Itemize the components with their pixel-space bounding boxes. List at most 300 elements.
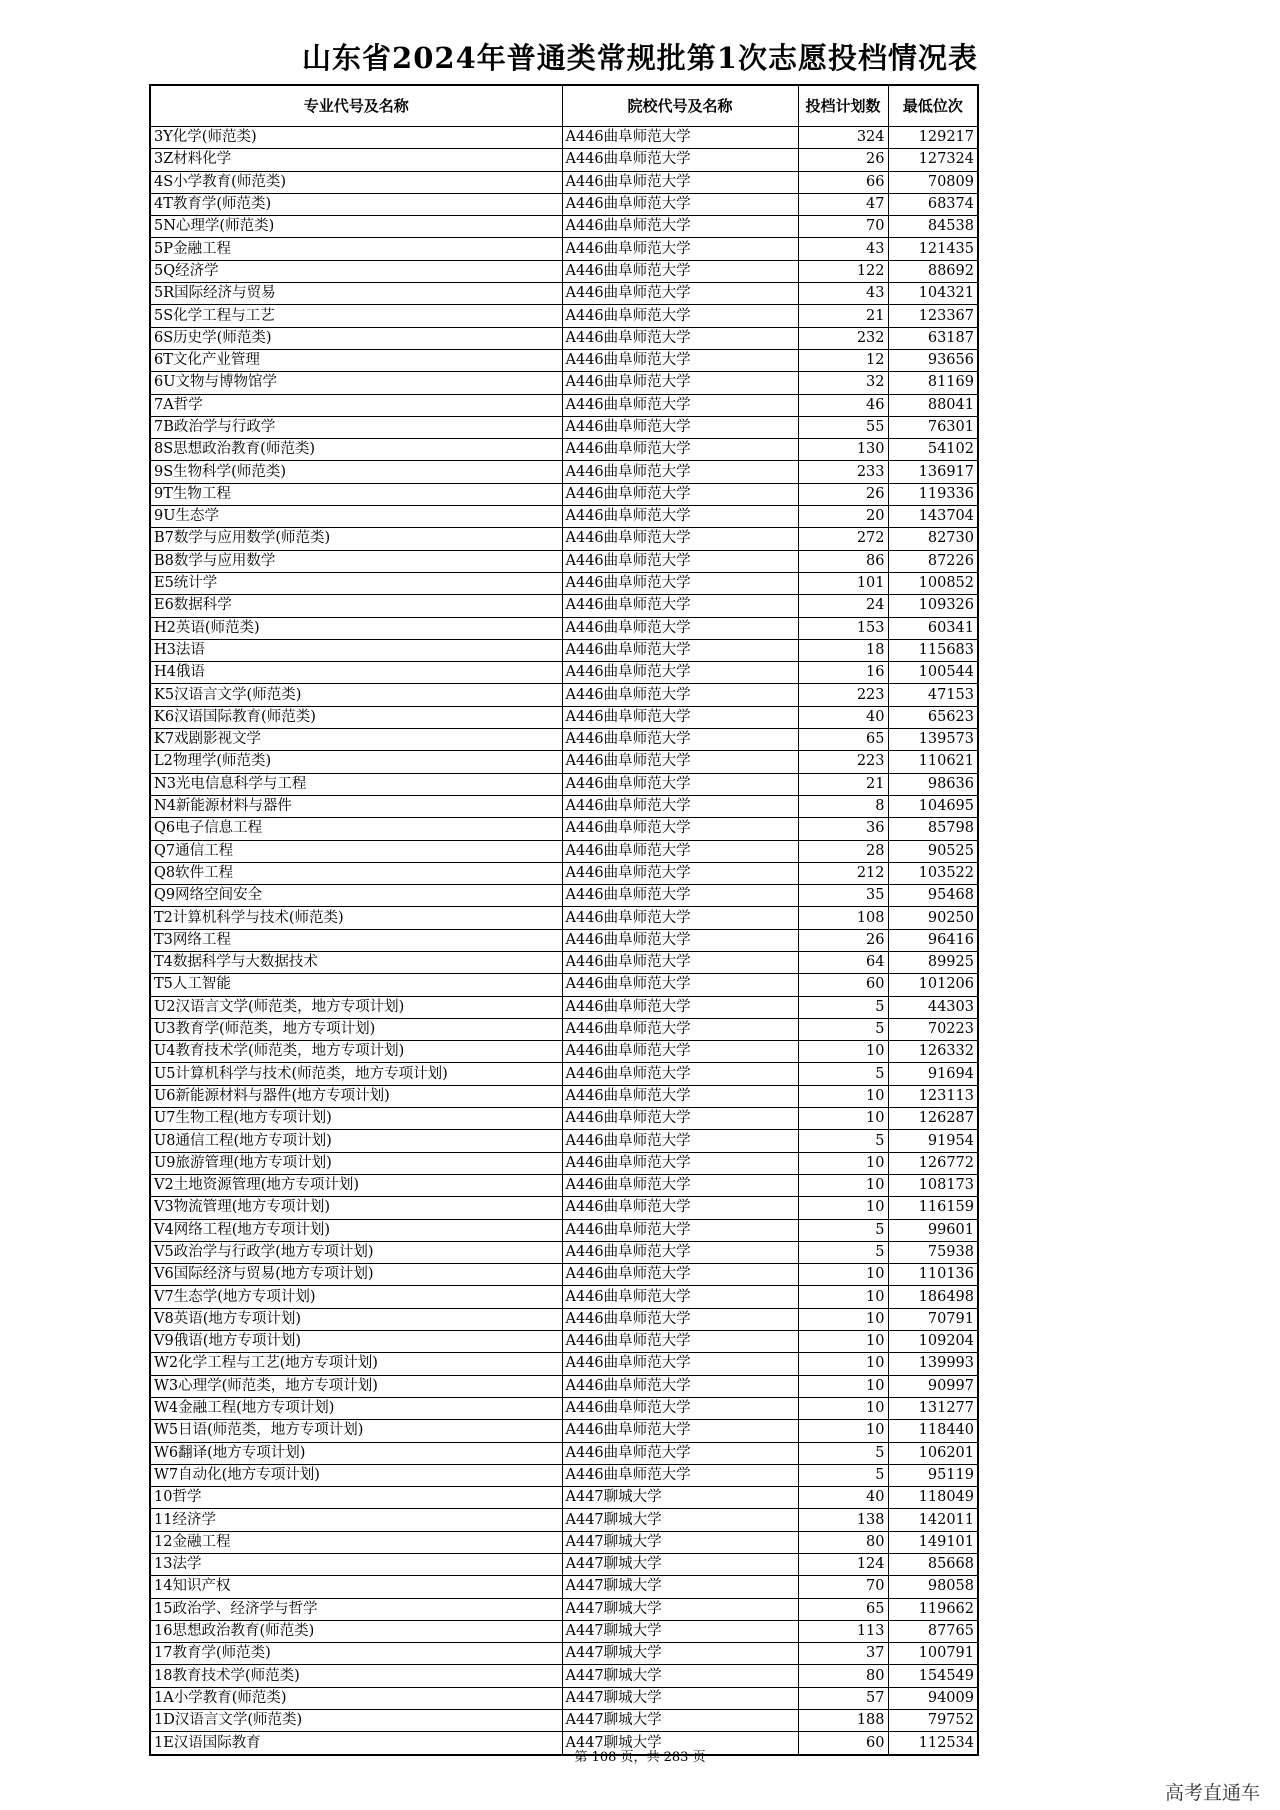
cell-min-rank: 186498 <box>888 1286 978 1308</box>
cell-school: A446曲阜师范大学 <box>562 795 798 817</box>
cell-min-rank: 115683 <box>888 639 978 661</box>
cell-plan-count: 16 <box>798 662 888 684</box>
cell-min-rank: 90525 <box>888 840 978 862</box>
cell-major: E5统计学 <box>150 572 562 594</box>
cell-plan-count: 57 <box>798 1687 888 1709</box>
cell-min-rank: 136917 <box>888 461 978 483</box>
cell-major: 5R国际经济与贸易 <box>150 283 562 305</box>
cell-major: E6数据科学 <box>150 595 562 617</box>
cell-plan-count: 37 <box>798 1643 888 1665</box>
cell-major: Q6电子信息工程 <box>150 818 562 840</box>
cell-min-rank: 81169 <box>888 372 978 394</box>
cell-min-rank: 121435 <box>888 238 978 260</box>
cell-min-rank: 103522 <box>888 862 978 884</box>
cell-school: A447聊城大学 <box>562 1531 798 1553</box>
cell-major: H4俄语 <box>150 662 562 684</box>
cell-school: A446曲阜师范大学 <box>562 127 798 149</box>
cell-major: V3物流管理(地方专项计划) <box>150 1197 562 1219</box>
cell-school: A447聊城大学 <box>562 1687 798 1709</box>
cell-min-rank: 47153 <box>888 684 978 706</box>
cell-plan-count: 26 <box>798 483 888 505</box>
table-row <box>150 996 978 1018</box>
cell-min-rank: 126772 <box>888 1152 978 1174</box>
table-body <box>150 127 978 1755</box>
cell-min-rank: 93656 <box>888 349 978 371</box>
table-row <box>150 639 978 661</box>
table-row <box>150 1174 978 1196</box>
cell-major: 1E汉语国际教育 <box>150 1732 562 1755</box>
table-row <box>150 149 978 171</box>
cell-plan-count: 40 <box>798 706 888 728</box>
cell-plan-count: 138 <box>798 1509 888 1531</box>
table-row <box>150 550 978 572</box>
table-row <box>150 1509 978 1531</box>
cell-plan-count: 8 <box>798 795 888 817</box>
cell-plan-count: 5 <box>798 1018 888 1040</box>
cell-min-rank: 95468 <box>888 885 978 907</box>
table-row <box>150 706 978 728</box>
cell-major: 4T教育学(师范类) <box>150 193 562 215</box>
cell-major: W6翻译(地方专项计划) <box>150 1442 562 1464</box>
cell-school: A446曲阜师范大学 <box>562 1130 798 1152</box>
table-row <box>150 260 978 282</box>
table-row <box>150 1152 978 1174</box>
cell-school: A446曲阜师范大学 <box>562 840 798 862</box>
cell-plan-count: 24 <box>798 595 888 617</box>
cell-plan-count: 10 <box>798 1420 888 1442</box>
cell-school: A446曲阜师范大学 <box>562 862 798 884</box>
cell-major: T2计算机科学与技术(师范类) <box>150 907 562 929</box>
cell-school: A446曲阜师范大学 <box>562 149 798 171</box>
cell-major: K6汉语国际教育(师范类) <box>150 706 562 728</box>
cell-plan-count: 43 <box>798 238 888 260</box>
cell-major: H3法语 <box>150 639 562 661</box>
cell-school: A446曲阜师范大学 <box>562 818 798 840</box>
table-row <box>150 216 978 238</box>
cell-school: A446曲阜师范大学 <box>562 349 798 371</box>
header-min-rank: 最低位次 <box>888 85 978 127</box>
cell-plan-count: 10 <box>798 1152 888 1174</box>
cell-min-rank: 89925 <box>888 951 978 973</box>
cell-major: Q7通信工程 <box>150 840 562 862</box>
cell-min-rank: 54102 <box>888 439 978 461</box>
cell-min-rank: 84538 <box>888 216 978 238</box>
cell-plan-count: 21 <box>798 773 888 795</box>
cell-major: 9T生物工程 <box>150 483 562 505</box>
cell-plan-count: 12 <box>798 349 888 371</box>
cell-min-rank: 142011 <box>888 1509 978 1531</box>
cell-school: A446曲阜师范大学 <box>562 1464 798 1486</box>
cell-major: 8S思想政治教育(师范类) <box>150 439 562 461</box>
cell-school: A446曲阜师范大学 <box>562 260 798 282</box>
cell-plan-count: 20 <box>798 506 888 528</box>
cell-plan-count: 10 <box>798 1331 888 1353</box>
cell-min-rank: 110136 <box>888 1264 978 1286</box>
cell-major: 4S小学教育(师范类) <box>150 171 562 193</box>
cell-school: A447聊城大学 <box>562 1665 798 1687</box>
cell-min-rank: 85798 <box>888 818 978 840</box>
cell-plan-count: 5 <box>798 1130 888 1152</box>
cell-plan-count: 70 <box>798 1576 888 1598</box>
cell-major: U8通信工程(地方专项计划) <box>150 1130 562 1152</box>
cell-major: 7B政治学与行政学 <box>150 416 562 438</box>
cell-min-rank: 119662 <box>888 1598 978 1620</box>
cell-plan-count: 113 <box>798 1620 888 1642</box>
cell-major: U2汉语言文学(师范类，地方专项计划) <box>150 996 562 1018</box>
cell-major: 6T文化产业管理 <box>150 349 562 371</box>
cell-plan-count: 21 <box>798 305 888 327</box>
table-row <box>150 1085 978 1107</box>
cell-major: U9旅游管理(地方专项计划) <box>150 1152 562 1174</box>
cell-school: A446曲阜师范大学 <box>562 1085 798 1107</box>
cell-major: 6U文物与博物馆学 <box>150 372 562 394</box>
table-row <box>150 1598 978 1620</box>
cell-min-rank: 104321 <box>888 283 978 305</box>
cell-plan-count: 18 <box>798 639 888 661</box>
cell-min-rank: 129217 <box>888 127 978 149</box>
cell-min-rank: 70809 <box>888 171 978 193</box>
cell-school: A446曲阜师范大学 <box>562 1442 798 1464</box>
table-row <box>150 372 978 394</box>
cell-school: A446曲阜师范大学 <box>562 996 798 1018</box>
table-row <box>150 595 978 617</box>
cell-major: 6S历史学(师范类) <box>150 327 562 349</box>
cell-major: 5Q经济学 <box>150 260 562 282</box>
cell-min-rank: 88692 <box>888 260 978 282</box>
cell-min-rank: 127324 <box>888 149 978 171</box>
table-row <box>150 1018 978 1040</box>
table-row <box>150 751 978 773</box>
cell-major: B8数学与应用数学 <box>150 550 562 572</box>
table-row <box>150 1241 978 1263</box>
cell-plan-count: 10 <box>798 1197 888 1219</box>
cell-plan-count: 60 <box>798 1732 888 1755</box>
cell-major: T4数据科学与大数据技术 <box>150 951 562 973</box>
cell-major: N3光电信息科学与工程 <box>150 773 562 795</box>
cell-min-rank: 95119 <box>888 1464 978 1486</box>
cell-min-rank: 70223 <box>888 1018 978 1040</box>
cell-plan-count: 232 <box>798 327 888 349</box>
header-school: 院校代号及名称 <box>562 85 798 127</box>
cell-plan-count: 10 <box>798 1397 888 1419</box>
cell-plan-count: 47 <box>798 193 888 215</box>
cell-min-rank: 101206 <box>888 974 978 996</box>
cell-plan-count: 233 <box>798 461 888 483</box>
cell-school: A446曲阜师范大学 <box>562 394 798 416</box>
cell-plan-count: 40 <box>798 1487 888 1509</box>
cell-major: L2物理学(师范类) <box>150 751 562 773</box>
cell-min-rank: 149101 <box>888 1531 978 1553</box>
table-row <box>150 1264 978 1286</box>
table-row <box>150 885 978 907</box>
cell-major: U3教育学(师范类，地方专项计划) <box>150 1018 562 1040</box>
cell-plan-count: 5 <box>798 1464 888 1486</box>
cell-min-rank: 112534 <box>888 1732 978 1755</box>
cell-min-rank: 87765 <box>888 1620 978 1642</box>
table-row <box>150 461 978 483</box>
cell-school: A446曲阜师范大学 <box>562 416 798 438</box>
cell-major: V8英语(地方专项计划) <box>150 1308 562 1330</box>
cell-plan-count: 223 <box>798 751 888 773</box>
table-row <box>150 729 978 751</box>
table-row <box>150 662 978 684</box>
page-title: 山东省2024年普通类常规批第1次志愿投档情况表 <box>302 41 978 75</box>
table-row <box>150 327 978 349</box>
cell-plan-count: 188 <box>798 1710 888 1732</box>
table-row <box>150 349 978 371</box>
cell-school: A447聊城大学 <box>562 1620 798 1642</box>
cell-min-rank: 76301 <box>888 416 978 438</box>
cell-plan-count: 223 <box>798 684 888 706</box>
cell-major: W5日语(师范类，地方专项计划) <box>150 1420 562 1442</box>
cell-min-rank: 116159 <box>888 1197 978 1219</box>
table-row <box>150 1397 978 1419</box>
cell-plan-count: 5 <box>798 1241 888 1263</box>
cell-major: U7生物工程(地方专项计划) <box>150 1108 562 1130</box>
cell-major: Q8软件工程 <box>150 862 562 884</box>
table-row <box>150 171 978 193</box>
cell-min-rank: 91694 <box>888 1063 978 1085</box>
cell-major: 3Y化学(师范类) <box>150 127 562 149</box>
cell-school: A447聊城大学 <box>562 1710 798 1732</box>
cell-school: A447聊城大学 <box>562 1509 798 1531</box>
cell-min-rank: 154549 <box>888 1665 978 1687</box>
table-row <box>150 572 978 594</box>
table-row <box>150 416 978 438</box>
cell-school: A446曲阜师范大学 <box>562 238 798 260</box>
cell-major: U6新能源材料与器件(地方专项计划) <box>150 1085 562 1107</box>
cell-major: 9S生物科学(师范类) <box>150 461 562 483</box>
cell-school: A446曲阜师范大学 <box>562 662 798 684</box>
table-row <box>150 1531 978 1553</box>
header-major: 专业代号及名称 <box>150 85 562 127</box>
cell-major: 12金融工程 <box>150 1531 562 1553</box>
cell-plan-count: 10 <box>798 1174 888 1196</box>
cell-major: B7数学与应用数学(师范类) <box>150 528 562 550</box>
table-row <box>150 127 978 149</box>
cell-plan-count: 80 <box>798 1531 888 1553</box>
cell-min-rank: 85668 <box>888 1554 978 1576</box>
table-row <box>150 907 978 929</box>
cell-school: A447聊城大学 <box>562 1732 798 1755</box>
cell-school: A447聊城大学 <box>562 1554 798 1576</box>
table-row <box>150 684 978 706</box>
cell-plan-count: 43 <box>798 283 888 305</box>
cell-plan-count: 10 <box>798 1286 888 1308</box>
cell-school: A446曲阜师范大学 <box>562 974 798 996</box>
cell-plan-count: 10 <box>798 1085 888 1107</box>
table-row <box>150 1554 978 1576</box>
cell-school: A446曲阜师范大学 <box>562 885 798 907</box>
page-footer: 第 108 页，共 283 页 <box>574 1750 706 1765</box>
header-plan-count: 投档计划数 <box>798 85 888 127</box>
cell-major: 5S化学工程与工艺 <box>150 305 562 327</box>
cell-school: A446曲阜师范大学 <box>562 439 798 461</box>
cell-school: A446曲阜师范大学 <box>562 729 798 751</box>
cell-school: A446曲阜师范大学 <box>562 1241 798 1263</box>
cell-min-rank: 100544 <box>888 662 978 684</box>
cell-min-rank: 87226 <box>888 550 978 572</box>
table-row <box>150 305 978 327</box>
cell-plan-count: 5 <box>798 996 888 1018</box>
cell-major: 11经济学 <box>150 1509 562 1531</box>
table-row <box>150 283 978 305</box>
cell-major: 14知识产权 <box>150 1576 562 1598</box>
cell-major: 18教育技术学(师范类) <box>150 1665 562 1687</box>
cell-plan-count: 212 <box>798 862 888 884</box>
cell-plan-count: 26 <box>798 929 888 951</box>
cell-major: V6国际经济与贸易(地方专项计划) <box>150 1264 562 1286</box>
table-row <box>150 439 978 461</box>
cell-min-rank: 65623 <box>888 706 978 728</box>
cell-major: U5计算机科学与技术(师范类，地方专项计划) <box>150 1063 562 1085</box>
cell-min-rank: 118440 <box>888 1420 978 1442</box>
cell-plan-count: 70 <box>798 216 888 238</box>
table-row <box>150 1308 978 1330</box>
cell-major: V9俄语(地方专项计划) <box>150 1331 562 1353</box>
cell-min-rank: 90997 <box>888 1375 978 1397</box>
cell-min-rank: 123367 <box>888 305 978 327</box>
cell-plan-count: 108 <box>798 907 888 929</box>
cell-plan-count: 60 <box>798 974 888 996</box>
cell-school: A446曲阜师范大学 <box>562 216 798 238</box>
cell-plan-count: 86 <box>798 550 888 572</box>
cell-school: A446曲阜师范大学 <box>562 1397 798 1419</box>
cell-school: A446曲阜师范大学 <box>562 639 798 661</box>
table-row <box>150 394 978 416</box>
cell-major: 16思想政治教育(师范类) <box>150 1620 562 1642</box>
cell-school: A446曲阜师范大学 <box>562 907 798 929</box>
cell-major: 13法学 <box>150 1554 562 1576</box>
cell-min-rank: 139573 <box>888 729 978 751</box>
cell-major: W2化学工程与工艺(地方专项计划) <box>150 1353 562 1375</box>
cell-min-rank: 70791 <box>888 1308 978 1330</box>
cell-major: K7戏剧影视文学 <box>150 729 562 751</box>
cell-major: W7自动化(地方专项计划) <box>150 1464 562 1486</box>
table-row <box>150 1286 978 1308</box>
table-row <box>150 1197 978 1219</box>
cell-school: A446曲阜师范大学 <box>562 506 798 528</box>
cell-major: 5P金融工程 <box>150 238 562 260</box>
cell-plan-count: 153 <box>798 617 888 639</box>
table-row <box>150 1331 978 1353</box>
cell-min-rank: 106201 <box>888 1442 978 1464</box>
cell-plan-count: 130 <box>798 439 888 461</box>
table-row <box>150 1130 978 1152</box>
cell-min-rank: 110621 <box>888 751 978 773</box>
cell-major: 17教育学(师范类) <box>150 1643 562 1665</box>
cell-school: A446曲阜师范大学 <box>562 528 798 550</box>
cell-plan-count: 28 <box>798 840 888 862</box>
cell-school: A446曲阜师范大学 <box>562 1353 798 1375</box>
table-row <box>150 1665 978 1687</box>
cell-school: A446曲阜师范大学 <box>562 1063 798 1085</box>
table-row <box>150 1710 978 1732</box>
cell-min-rank: 68374 <box>888 193 978 215</box>
table-header-row <box>150 85 978 127</box>
cell-major: U4教育技术学(师范类，地方专项计划) <box>150 1041 562 1063</box>
cell-school: A446曲阜师范大学 <box>562 1041 798 1063</box>
cell-school: A446曲阜师范大学 <box>562 1108 798 1130</box>
cell-min-rank: 143704 <box>888 506 978 528</box>
cell-major: K5汉语言文学(师范类) <box>150 684 562 706</box>
cell-school: A446曲阜师范大学 <box>562 1375 798 1397</box>
cell-plan-count: 10 <box>798 1353 888 1375</box>
cell-school: A446曲阜师范大学 <box>562 461 798 483</box>
cell-min-rank: 104695 <box>888 795 978 817</box>
cell-school: A446曲阜师范大学 <box>562 171 798 193</box>
table-row <box>150 617 978 639</box>
cell-school: A446曲阜师范大学 <box>562 1174 798 1196</box>
cell-min-rank: 96416 <box>888 929 978 951</box>
cell-major: V5政治学与行政学(地方专项计划) <box>150 1241 562 1263</box>
table-row <box>150 862 978 884</box>
cell-school: A446曲阜师范大学 <box>562 1331 798 1353</box>
cell-min-rank: 126287 <box>888 1108 978 1130</box>
table-row <box>150 1063 978 1085</box>
cell-min-rank: 109204 <box>888 1331 978 1353</box>
cell-major: V2土地资源管理(地方专项计划) <box>150 1174 562 1196</box>
table-row <box>150 1643 978 1665</box>
cell-plan-count: 101 <box>798 572 888 594</box>
table-row <box>150 929 978 951</box>
cell-plan-count: 324 <box>798 127 888 149</box>
cell-min-rank: 75938 <box>888 1241 978 1263</box>
cell-min-rank: 79752 <box>888 1710 978 1732</box>
cell-plan-count: 10 <box>798 1108 888 1130</box>
cell-min-rank: 60341 <box>888 617 978 639</box>
table-row <box>150 1420 978 1442</box>
table-row <box>150 1576 978 1598</box>
table-row <box>150 1375 978 1397</box>
cell-min-rank: 63187 <box>888 327 978 349</box>
cell-min-rank: 123113 <box>888 1085 978 1107</box>
table-row <box>150 1442 978 1464</box>
cell-plan-count: 65 <box>798 729 888 751</box>
cell-major: 1A小学教育(师范类) <box>150 1687 562 1709</box>
cell-school: A446曲阜师范大学 <box>562 751 798 773</box>
cell-major: W3心理学(师范类，地方专项计划) <box>150 1375 562 1397</box>
cell-min-rank: 94009 <box>888 1687 978 1709</box>
cell-major: 15政治学、经济学与哲学 <box>150 1598 562 1620</box>
cell-major: H2英语(师范类) <box>150 617 562 639</box>
cell-school: A446曲阜师范大学 <box>562 1152 798 1174</box>
cell-min-rank: 108173 <box>888 1174 978 1196</box>
cell-min-rank: 131277 <box>888 1397 978 1419</box>
cell-plan-count: 46 <box>798 394 888 416</box>
cell-major: 1D汉语言文学(师范类) <box>150 1710 562 1732</box>
cell-plan-count: 80 <box>798 1665 888 1687</box>
table-row <box>150 528 978 550</box>
cell-plan-count: 26 <box>798 149 888 171</box>
cell-school: A446曲阜师范大学 <box>562 684 798 706</box>
cell-school: A446曲阜师范大学 <box>562 1308 798 1330</box>
cell-school: A447聊城大学 <box>562 1576 798 1598</box>
table-row <box>150 1353 978 1375</box>
table-row <box>150 773 978 795</box>
table-row <box>150 818 978 840</box>
cell-plan-count: 55 <box>798 416 888 438</box>
cell-min-rank: 98636 <box>888 773 978 795</box>
cell-plan-count: 36 <box>798 818 888 840</box>
cell-min-rank: 118049 <box>888 1487 978 1509</box>
cell-plan-count: 272 <box>798 528 888 550</box>
cell-school: A446曲阜师范大学 <box>562 1420 798 1442</box>
cell-min-rank: 139993 <box>888 1353 978 1375</box>
cell-school: A446曲阜师范大学 <box>562 929 798 951</box>
watermark-logo: 高考直通车 <box>1164 1782 1260 1804</box>
cell-major: V4网络工程(地方专项计划) <box>150 1219 562 1241</box>
